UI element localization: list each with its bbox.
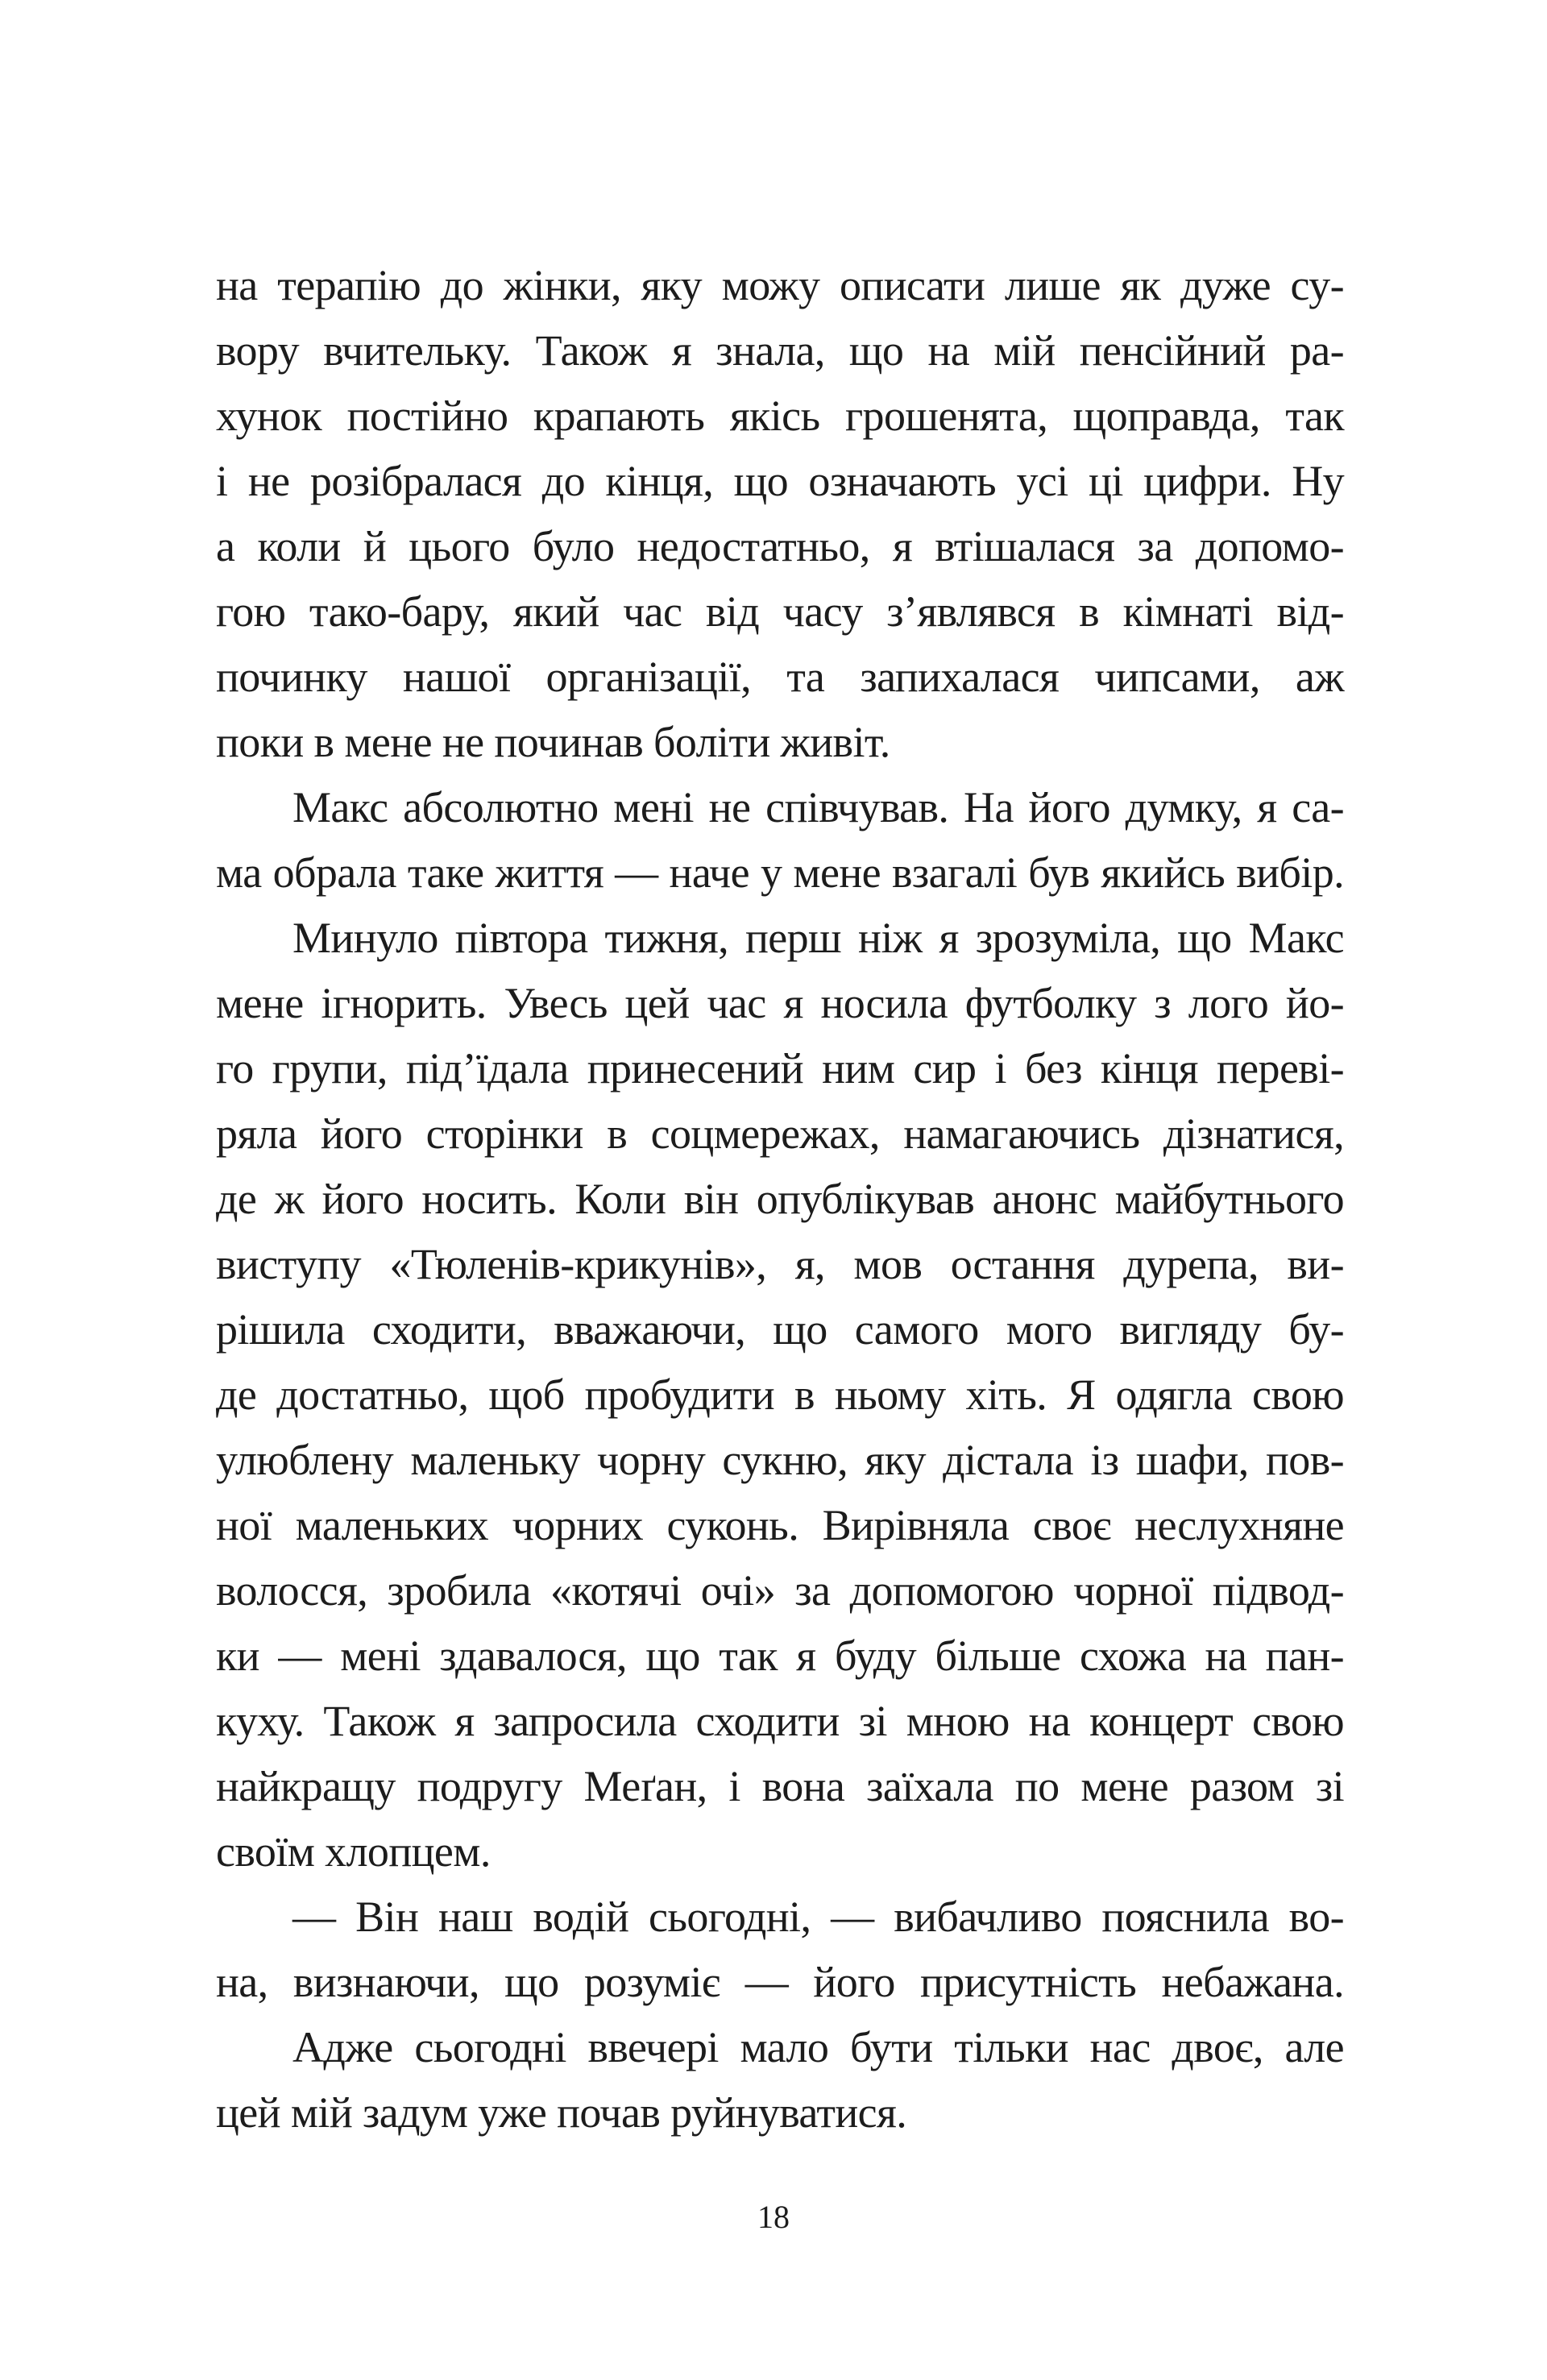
body-text bbox=[216, 253, 1344, 2146]
text-line: де ж його носить. Коли він опублікував анонс майбутнього bbox=[216, 1175, 1344, 1223]
text-line: — Він наш водій сьогодні, — вибачливо пояснила во- bbox=[292, 1893, 1344, 1941]
paragraph-5 bbox=[216, 2015, 1344, 2146]
text-line: вору вчительку. Також я знала, що на мій пенсійний ра- bbox=[216, 326, 1344, 375]
paragraph-3 bbox=[216, 906, 1344, 1885]
text-line: улюблену маленьку чорну сукню, яку дістала із шафи, пов- bbox=[216, 1436, 1344, 1484]
paragraph-1 bbox=[216, 253, 1344, 775]
text-line: і не розібралася до кінця, що означають усі ці цифри. Ну bbox=[216, 457, 1344, 505]
text-line: куху. Також я запросила сходити зі мною на концерт свою bbox=[216, 1697, 1344, 1745]
text-line: поки в мене не починав боліти живіт. bbox=[216, 718, 890, 766]
text-line: де достатньо, щоб пробудити в ньому хіть. Я одягла свою bbox=[216, 1370, 1344, 1419]
text-line: цей мій задум уже почав руйнуватися. bbox=[216, 2088, 907, 2137]
text-line: гою тако-бару, який час від часу з’являвся в кімнаті від- bbox=[216, 587, 1344, 636]
paragraph-2 bbox=[216, 775, 1344, 906]
text-line: го групи, під’їдала принесений ним сир і без кінця переві- bbox=[216, 1044, 1344, 1093]
text-line: ряла його сторінки в соцмережах, намагаючись дізнатися, bbox=[216, 1109, 1344, 1158]
text-line: на, визнаючи, що розуміє — його присутність небажана. bbox=[216, 1958, 1344, 2006]
text-line: починку нашої організації, та запихалася чипсами, аж bbox=[216, 653, 1344, 701]
text-line: хунок постійно крапають якісь грошенята, щоправда, так bbox=[216, 392, 1344, 440]
text-line: на терапію до жінки, яку можу описати лише як дуже су- bbox=[216, 261, 1344, 309]
text-line: мене ігнорить. Увесь цей час я носила футболку з лого йо- bbox=[216, 979, 1344, 1027]
text-line: ма обрала таке життя — наче у мене взагалі був якийсь вибір. bbox=[216, 848, 1344, 897]
paragraph-4 bbox=[216, 1885, 1344, 2015]
text-line: Адже сьогодні ввечері мало бути тільки нас двоє, але bbox=[292, 2023, 1344, 2071]
text-line: ної маленьких чорних суконь. Вирівняла своє неслухняне bbox=[216, 1501, 1344, 1549]
text-line: волосся, зробила «котячі очі» за допомогою чорної підвод- bbox=[216, 1566, 1344, 1615]
text-line: своїм хлопцем. bbox=[216, 1827, 491, 1876]
text-line: Минуло півтора тижня, перш ніж я зрозуміла, що Макс bbox=[292, 914, 1344, 962]
text-line: ки — мені здавалося, що так я буду більше схожа на пан- bbox=[216, 1632, 1344, 1680]
text-line: рішила сходити, вважаючи, що самого мого вигляду бу- bbox=[216, 1305, 1344, 1354]
page-number: 18 bbox=[757, 2199, 790, 2235]
text-line: виступу «Тюленів-крикунів», я, мов остання дурепа, ви- bbox=[216, 1240, 1344, 1288]
text-line: Макс абсолютно мені не співчував. На його думку, я са- bbox=[292, 783, 1344, 831]
text-line: а коли й цього було недостатньо, я втішалася за допомо- bbox=[216, 522, 1344, 570]
text-line: найкращу подругу Меґан, і вона заїхала по мене разом зі bbox=[216, 1762, 1344, 1810]
